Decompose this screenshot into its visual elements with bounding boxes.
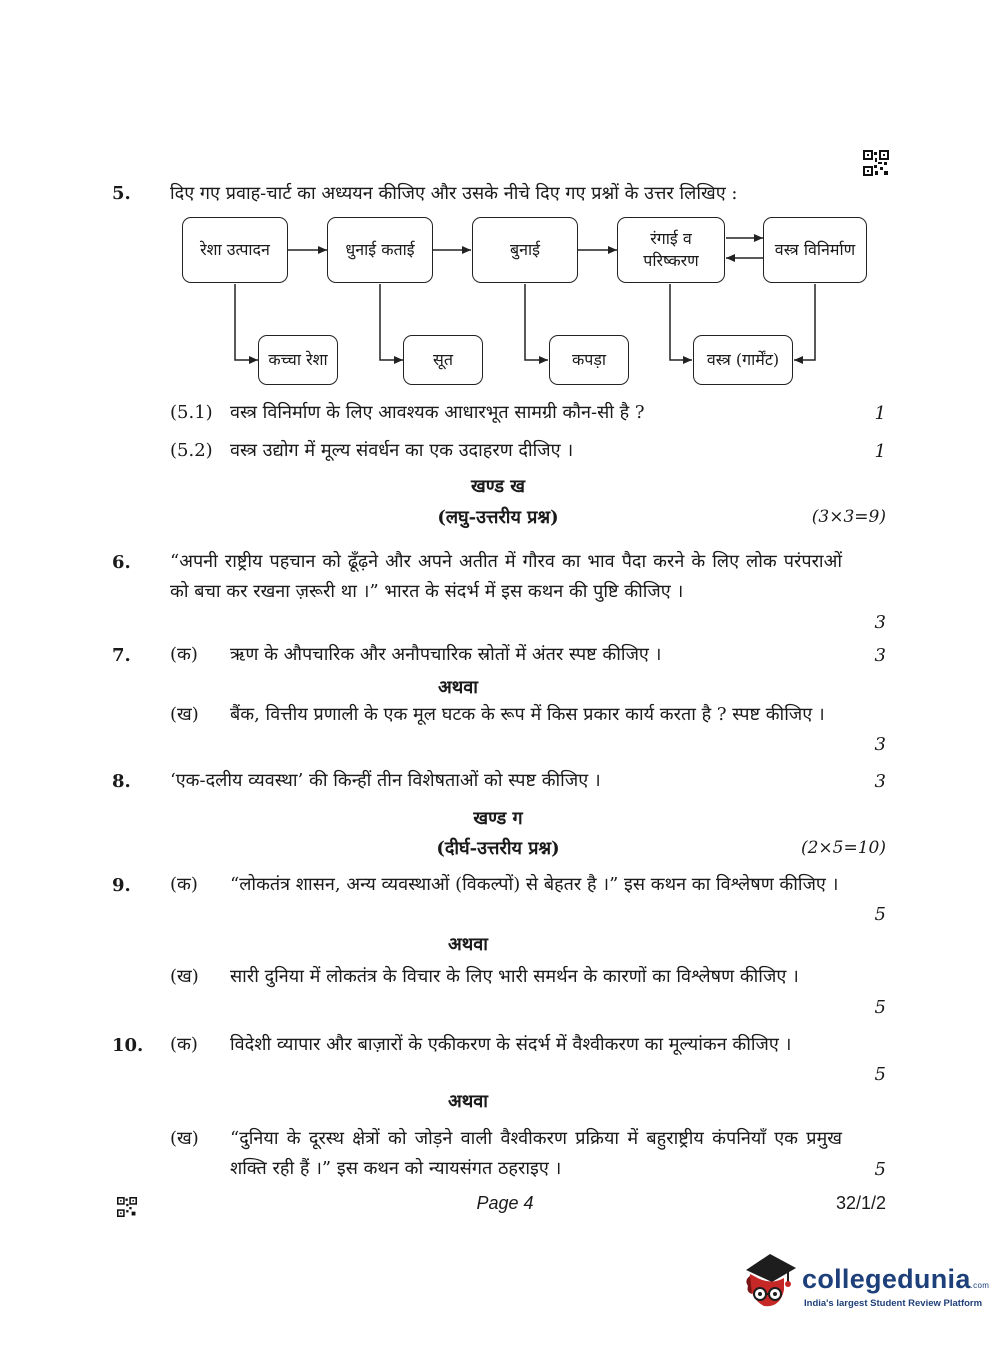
or-divider: अथवा (448, 1091, 488, 1112)
option-text: विदेशी व्यापार और बाज़ारों के एकीकरण के संदर्भ में वैश्वीकरण का मूल्यांकन कीजिए । (230, 1034, 792, 1055)
section-subtitle: (दीर्घ-उत्तरीय प्रश्न) (436, 838, 560, 859)
question-number: 6. (112, 552, 131, 573)
option-text: बैंक, वित्तीय प्रणाली के एक मूल घटक के रूप में किस प्रकार कार्य करता है ? स्पष्ट कीजिए । (230, 704, 825, 725)
page-number: Page 4 (476, 1193, 534, 1213)
section-subtitle: (लघु-उत्तरीय प्रश्न) (437, 507, 559, 528)
flow-stage-weaving: बुनाई (472, 217, 578, 283)
option-text: “लोकतंत्र शासन, अन्य व्यवस्थाओं (विकल्पों) से बेहतर है ।” इस कथन का विश्लेषण कीजिए । (230, 874, 839, 895)
flow-output-raw-fiber: कच्चा रेशा (258, 335, 338, 385)
sub-question-number: (5.2) (170, 440, 213, 461)
mascot-icon (740, 1250, 800, 1314)
section-score: (2×5=10) (800, 838, 886, 858)
or-divider: अथवा (448, 934, 488, 955)
collegedunia-logo[interactable] (740, 1250, 990, 1320)
marks: 3 (874, 612, 886, 633)
option-label: (क) (170, 1034, 198, 1055)
question-number: 7. (112, 645, 131, 666)
marks: 1 (874, 441, 886, 462)
flow-output-yarn: सूत (403, 335, 483, 385)
marks: 3 (874, 734, 886, 755)
flow-stage-dyeing-finishing: रंगाई व परिष्करण (617, 217, 725, 283)
flow-stage-spinning: धुनाई कताई (327, 217, 433, 283)
question-text: ‘एक-दलीय व्यवस्था’ की किन्हीं तीन विशेषताओं को स्पष्ट कीजिए । (170, 770, 601, 791)
option-text: ऋण के औपचारिक और अनौपचारिक स्रोतों में अंतर स्पष्ट कीजिए । (230, 644, 662, 665)
sub-question-text: वस्त्र उद्योग में मूल्य संवर्धन का एक उदाहरण दीजिए । (230, 440, 574, 461)
question-number: 5. (112, 183, 131, 204)
option-label: (क) (170, 644, 198, 665)
question-number: 8. (112, 771, 131, 792)
qr-code-icon (117, 1197, 137, 1217)
section-title: खण्ड ग (473, 808, 523, 829)
flow-output-garment: वस्त्र (गार्मेंट) (693, 335, 793, 385)
option-label: (ख) (170, 1128, 199, 1149)
flow-stage-fiber-production: रेशा उत्पादन (182, 217, 288, 283)
logo-wordmark: collegedunia.com (802, 1264, 990, 1294)
option-text: “दुनिया के दूरस्थ क्षेत्रों को जोड़ने वाली वैश्वीकरण प्रक्रिया में बहुराष्ट्रीय कंपनियाँ एक प्रमुख शक्ति रही हैं ।” इस कथन को न्यायसंगत ठहराइए । (230, 1128, 842, 1179)
or-divider: अथवा (438, 677, 478, 698)
section-title: खण्ड ख (471, 476, 525, 497)
option-label: (क) (170, 874, 198, 895)
marks: 5 (874, 904, 886, 925)
flow-output-fabric: कपड़ा (549, 335, 629, 385)
option-label: (ख) (170, 966, 199, 987)
marks: 5 (874, 1159, 886, 1180)
marks: 1 (874, 403, 886, 424)
option-label: (ख) (170, 704, 199, 725)
sub-question-number: (5.1) (170, 402, 213, 423)
paper-code: 32/1/2 (835, 1193, 886, 1213)
question-text: दिए गए प्रवाह-चार्ट का अध्ययन कीजिए और उसके नीचे दिए गए प्रश्नों के उत्तर लिखिए : (170, 183, 738, 204)
sub-question-text: वस्त्र विनिर्माण के लिए आवश्यक आधारभूत सामग्री कौन-सी है ? (230, 402, 645, 423)
marks: 5 (874, 1064, 886, 1085)
marks: 5 (874, 997, 886, 1018)
option-text: सारी दुनिया में लोकतंत्र के विचार के लिए भारी समर्थन के कारणों का विश्लेषण कीजिए । (230, 966, 799, 987)
flow-stage-garment-manufacturing: वस्त्र विनिर्माण (763, 217, 867, 283)
logo-tagline: India's largest Student Review Platform (804, 1298, 983, 1309)
flowchart-arrows (0, 0, 1002, 420)
question-text: “अपनी राष्ट्रीय पहचान को ढूँढ़ने और अपने अतीत में गौरव का भाव पैदा करने के लिए लोक परंपराओं को बचा कर रखना ज़रूरी था ।” भारत के संदर्भ में इस कथन की पुष्टि कीजिए । (170, 551, 842, 602)
marks: 3 (874, 645, 886, 666)
marks: 3 (874, 771, 886, 792)
question-number: 10. (112, 1035, 144, 1056)
question-number: 9. (112, 875, 131, 896)
section-score: (3×3=9) (811, 507, 886, 527)
